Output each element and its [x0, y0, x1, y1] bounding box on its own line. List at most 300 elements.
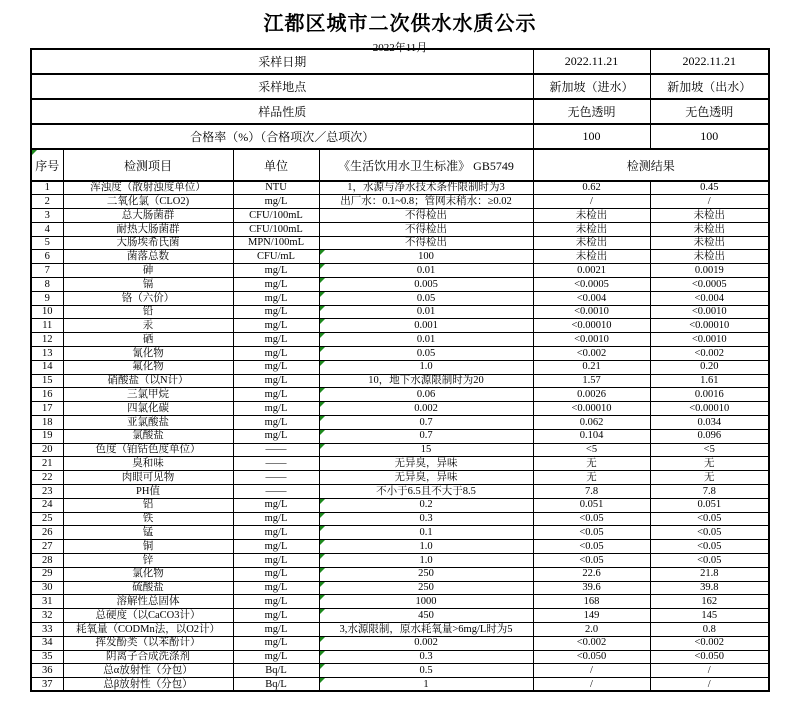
row-inlet-result: 未检出	[533, 250, 650, 264]
summary-outlet-value: 100	[650, 124, 769, 149]
summary-outlet-value: 新加坡（出水）	[650, 74, 769, 99]
summary-label: 采样地点	[31, 74, 533, 99]
row-item: 四氯化碳	[63, 402, 233, 416]
row-outlet-result: <0.050	[650, 650, 769, 664]
row-inlet-result: <5	[533, 443, 650, 457]
row-unit: mg/L	[233, 498, 319, 512]
row-no: 1	[31, 181, 63, 195]
row-standard: 无异臭，异味	[319, 471, 533, 485]
table-row	[31, 650, 769, 664]
row-outlet-result: 0.0016	[650, 388, 769, 402]
row-item: 菌落总数	[63, 250, 233, 264]
row-no: 34	[31, 636, 63, 650]
summary-outlet-value: 无色透明	[650, 99, 769, 124]
table-row	[31, 181, 769, 195]
excel-corner-flag-icon	[320, 347, 325, 352]
excel-corner-flag-icon	[320, 582, 325, 587]
row-inlet-result: 0.062	[533, 416, 650, 430]
row-inlet-result: <0.00010	[533, 319, 650, 333]
row-inlet-result: <0.0010	[533, 333, 650, 347]
row-standard: 0.7	[319, 429, 533, 443]
table-row	[31, 512, 769, 526]
table-row	[31, 402, 769, 416]
row-outlet-result: 162	[650, 595, 769, 609]
row-no: 21	[31, 457, 63, 471]
row-inlet-result: 39.6	[533, 581, 650, 595]
row-standard: 0.05	[319, 347, 533, 361]
row-standard: 250	[319, 581, 533, 595]
row-standard: 0.1	[319, 526, 533, 540]
row-unit: MPN/100mL	[233, 236, 319, 250]
excel-corner-flag-icon	[320, 250, 325, 255]
row-standard: 出厂水：0.1~0.8；管网末稍水：≥0.02	[319, 195, 533, 209]
summary-label: 样品性质	[31, 99, 533, 124]
row-standard: 0.002	[319, 636, 533, 650]
row-unit: mg/L	[233, 609, 319, 623]
column-header-section	[31, 149, 769, 181]
row-outlet-result: <0.0010	[650, 333, 769, 347]
row-unit: NTU	[233, 181, 319, 195]
row-no: 23	[31, 485, 63, 499]
row-no: 26	[31, 526, 63, 540]
row-unit: Bq/L	[233, 664, 319, 678]
row-standard: 0.005	[319, 278, 533, 292]
row-item: 总β放射性（分包）	[63, 678, 233, 692]
row-inlet-result: <0.002	[533, 347, 650, 361]
row-item: 硒	[63, 333, 233, 347]
row-no: 32	[31, 609, 63, 623]
row-outlet-result: <0.004	[650, 291, 769, 305]
row-outlet-result: 0.034	[650, 416, 769, 430]
row-outlet-result: <0.05	[650, 554, 769, 568]
excel-corner-flag-icon	[320, 264, 325, 269]
table-row	[31, 457, 769, 471]
row-outlet-result: 未检出	[650, 209, 769, 223]
excel-corner-flag-icon	[320, 568, 325, 573]
excel-corner-flag-icon	[320, 554, 325, 559]
row-outlet-result: <0.002	[650, 636, 769, 650]
table-row	[31, 540, 769, 554]
excel-corner-flag-icon	[320, 499, 325, 504]
header-item: 检测项目	[63, 149, 233, 181]
excel-corner-flag-icon	[320, 637, 325, 642]
row-unit: ——	[233, 443, 319, 457]
excel-corner-flag-icon	[320, 444, 325, 449]
row-unit: mg/L	[233, 567, 319, 581]
row-inlet-result: <0.05	[533, 512, 650, 526]
excel-corner-flag-icon	[320, 292, 325, 297]
table-row	[31, 278, 769, 292]
row-no: 25	[31, 512, 63, 526]
row-outlet-result: /	[650, 664, 769, 678]
row-no: 16	[31, 388, 63, 402]
table-row	[31, 485, 769, 499]
row-outlet-result: <0.05	[650, 526, 769, 540]
excel-corner-flag-icon	[320, 609, 325, 614]
summary-row	[31, 49, 769, 74]
row-unit: mg/L	[233, 291, 319, 305]
row-no: 12	[31, 333, 63, 347]
row-inlet-result: 0.0021	[533, 264, 650, 278]
row-standard: 15	[319, 443, 533, 457]
row-outlet-result: 未检出	[650, 222, 769, 236]
row-no: 19	[31, 429, 63, 443]
row-outlet-result: <5	[650, 443, 769, 457]
row-standard: 不得检出	[319, 209, 533, 223]
page-subtitle: 2022年11月	[372, 42, 428, 54]
summary-inlet-value: 2022.11.21	[533, 49, 650, 74]
row-standard: 0.01	[319, 305, 533, 319]
row-unit: mg/L	[233, 278, 319, 292]
row-outlet-result: 7.8	[650, 485, 769, 499]
row-outlet-result: 0.20	[650, 360, 769, 374]
row-unit: CFU/100mL	[233, 222, 319, 236]
row-standard: 0.01	[319, 333, 533, 347]
table-row	[31, 609, 769, 623]
row-unit: mg/L	[233, 374, 319, 388]
table-row	[31, 443, 769, 457]
excel-corner-flag-icon	[320, 416, 325, 421]
excel-corner-flag-icon	[320, 430, 325, 435]
row-unit: mg/L	[233, 333, 319, 347]
row-outlet-result: <0.00010	[650, 402, 769, 416]
row-no: 14	[31, 360, 63, 374]
row-inlet-result: 2.0	[533, 623, 650, 637]
row-standard: 1，水源与净水技术条件限制时为3	[319, 181, 533, 195]
row-inlet-result: <0.002	[533, 636, 650, 650]
row-no: 2	[31, 195, 63, 209]
row-outlet-result: <0.05	[650, 512, 769, 526]
row-inlet-result: 未检出	[533, 236, 650, 250]
row-inlet-result: <0.0005	[533, 278, 650, 292]
row-inlet-result: 无	[533, 457, 650, 471]
row-standard: 1000	[319, 595, 533, 609]
row-no: 3	[31, 209, 63, 223]
row-no: 5	[31, 236, 63, 250]
header-standard: 《生活饮用水卫生标准》 GB5749	[319, 149, 533, 181]
table-row	[31, 222, 769, 236]
excel-corner-flag-icon	[320, 513, 325, 518]
row-unit: mg/L	[233, 360, 319, 374]
row-item: 氟化物	[63, 360, 233, 374]
row-standard: 不得检出	[319, 236, 533, 250]
row-item: 三氯甲烷	[63, 388, 233, 402]
table-row	[31, 664, 769, 678]
row-inlet-result: 0.051	[533, 498, 650, 512]
row-item: 汞	[63, 319, 233, 333]
row-unit: mg/L	[233, 195, 319, 209]
row-outlet-result: 0.096	[650, 429, 769, 443]
row-outlet-result: <0.002	[650, 347, 769, 361]
row-no: 9	[31, 291, 63, 305]
table-row	[31, 623, 769, 637]
row-outlet-result: 0.0019	[650, 264, 769, 278]
row-outlet-result: 1.61	[650, 374, 769, 388]
row-inlet-result: <0.0010	[533, 305, 650, 319]
water-quality-table	[30, 48, 770, 692]
excel-corner-flag-icon	[320, 319, 325, 324]
row-outlet-result: 39.8	[650, 581, 769, 595]
row-item: 肉眼可见物	[63, 471, 233, 485]
row-standard: 0.3	[319, 650, 533, 664]
row-item: 浑浊度（散射浊度单位）	[63, 181, 233, 195]
table-row	[31, 319, 769, 333]
row-inlet-result: <0.050	[533, 650, 650, 664]
excel-corner-flag-icon	[320, 306, 325, 311]
row-outlet-result: 未检出	[650, 250, 769, 264]
row-unit: Bq/L	[233, 678, 319, 692]
row-inlet-result: 0.62	[533, 181, 650, 195]
table-row	[31, 526, 769, 540]
row-inlet-result: <0.05	[533, 526, 650, 540]
row-item: 臭和味	[63, 457, 233, 471]
row-standard: 无异臭，异味	[319, 457, 533, 471]
row-item: 铁	[63, 512, 233, 526]
row-inlet-result: 149	[533, 609, 650, 623]
row-inlet-result: <0.004	[533, 291, 650, 305]
row-inlet-result: 0.0026	[533, 388, 650, 402]
row-standard: 10，地下水源限制时为20	[319, 374, 533, 388]
table-row	[31, 636, 769, 650]
row-standard: 0.7	[319, 416, 533, 430]
row-no: 27	[31, 540, 63, 554]
row-standard: 1.0	[319, 554, 533, 568]
row-item: 色度（铂钴色度单位）	[63, 443, 233, 457]
row-item: 总α放射性（分包）	[63, 664, 233, 678]
row-item: 耐热大肠菌群	[63, 222, 233, 236]
row-item: 溶解性总固体	[63, 595, 233, 609]
header-result: 检测结果	[533, 149, 769, 181]
row-no: 18	[31, 416, 63, 430]
row-unit: mg/L	[233, 319, 319, 333]
excel-corner-flag-icon	[320, 361, 325, 366]
row-inlet-result: <0.00010	[533, 402, 650, 416]
table-row	[31, 264, 769, 278]
row-unit: CFU/mL	[233, 250, 319, 264]
row-unit: mg/L	[233, 429, 319, 443]
row-standard: 0.5	[319, 664, 533, 678]
summary-inlet-value: 无色透明	[533, 99, 650, 124]
row-standard: 1.0	[319, 360, 533, 374]
summary-label: 采样日期	[31, 49, 533, 74]
row-standard: 100	[319, 250, 533, 264]
excel-corner-flag-icon	[320, 333, 325, 338]
row-standard: 不小于6.5且不大于8.5	[319, 485, 533, 499]
row-item: 铬（六价）	[63, 291, 233, 305]
row-unit: mg/L	[233, 305, 319, 319]
row-item: 总硬度（以CaCO3计）	[63, 609, 233, 623]
table-row	[31, 291, 769, 305]
row-inlet-result: 22.6	[533, 567, 650, 581]
row-unit: ——	[233, 471, 319, 485]
row-outlet-result: /	[650, 195, 769, 209]
row-inlet-result: /	[533, 678, 650, 692]
table-row	[31, 429, 769, 443]
row-no: 31	[31, 595, 63, 609]
table-row	[31, 195, 769, 209]
row-no: 30	[31, 581, 63, 595]
row-item: PH值	[63, 485, 233, 499]
row-no: 4	[31, 222, 63, 236]
row-standard: 0.001	[319, 319, 533, 333]
table-row	[31, 250, 769, 264]
row-no: 15	[31, 374, 63, 388]
data-section	[31, 181, 769, 691]
excel-corner-flag-icon	[32, 150, 37, 155]
row-item: 耗氧量（CODMn法，以O2计）	[63, 623, 233, 637]
row-inlet-result: 168	[533, 595, 650, 609]
row-no: 28	[31, 554, 63, 568]
row-no: 8	[31, 278, 63, 292]
excel-corner-flag-icon	[320, 664, 325, 669]
header-no	[31, 149, 63, 181]
row-item: 大肠埃希氏菌	[63, 236, 233, 250]
row-outlet-result: 0.8	[650, 623, 769, 637]
row-unit: mg/L	[233, 636, 319, 650]
row-standard: 0.3	[319, 512, 533, 526]
table-row	[31, 360, 769, 374]
row-inlet-result: 1.57	[533, 374, 650, 388]
row-outlet-result: /	[650, 678, 769, 692]
header-no-label: 序号	[35, 158, 60, 173]
row-standard: 3,水源限制，原水耗氧量>6mg/L时为5	[319, 623, 533, 637]
excel-corner-flag-icon	[320, 388, 325, 393]
summary-inlet-value: 100	[533, 124, 650, 149]
row-outlet-result: <0.00010	[650, 319, 769, 333]
row-item: 铝	[63, 498, 233, 512]
row-item: 二氧化氯（CLO2)	[63, 195, 233, 209]
excel-corner-flag-icon	[320, 278, 325, 283]
row-inlet-result: 7.8	[533, 485, 650, 499]
row-no: 11	[31, 319, 63, 333]
row-inlet-result: <0.05	[533, 554, 650, 568]
row-unit: mg/L	[233, 347, 319, 361]
table-row	[31, 567, 769, 581]
row-unit: mg/L	[233, 540, 319, 554]
header-unit: 单位	[233, 149, 319, 181]
summary-row	[31, 124, 769, 149]
row-inlet-result: <0.05	[533, 540, 650, 554]
row-unit: mg/L	[233, 402, 319, 416]
row-standard: 0.2	[319, 498, 533, 512]
row-unit: mg/L	[233, 554, 319, 568]
row-item: 镉	[63, 278, 233, 292]
row-no: 36	[31, 664, 63, 678]
row-outlet-result: <0.0005	[650, 278, 769, 292]
table-row	[31, 416, 769, 430]
row-standard: 1.0	[319, 540, 533, 554]
table-row	[31, 678, 769, 692]
row-outlet-result: 无	[650, 457, 769, 471]
row-no: 20	[31, 443, 63, 457]
row-outlet-result: 145	[650, 609, 769, 623]
page-title: 江都区城市二次供水水质公示	[263, 13, 537, 35]
row-unit: mg/L	[233, 650, 319, 664]
row-outlet-result: 无	[650, 471, 769, 485]
excel-corner-flag-icon	[320, 595, 325, 600]
row-unit: mg/L	[233, 512, 319, 526]
row-unit: mg/L	[233, 388, 319, 402]
row-inlet-result: 0.21	[533, 360, 650, 374]
row-no: 6	[31, 250, 63, 264]
column-header-row	[31, 149, 769, 181]
row-no: 17	[31, 402, 63, 416]
row-no: 22	[31, 471, 63, 485]
excel-corner-flag-icon	[320, 651, 325, 656]
row-no: 7	[31, 264, 63, 278]
row-unit: mg/L	[233, 623, 319, 637]
row-no: 35	[31, 650, 63, 664]
table-row	[31, 388, 769, 402]
row-no: 13	[31, 347, 63, 361]
row-standard: 0.05	[319, 291, 533, 305]
row-item: 挥发酚类（以苯酚计）	[63, 636, 233, 650]
row-unit: mg/L	[233, 416, 319, 430]
table-row	[31, 581, 769, 595]
row-inlet-result: /	[533, 664, 650, 678]
row-item: 铜	[63, 540, 233, 554]
row-inlet-result: /	[533, 195, 650, 209]
table-row	[31, 305, 769, 319]
row-item: 锰	[63, 526, 233, 540]
row-outlet-result: 未检出	[650, 236, 769, 250]
row-inlet-result: 未检出	[533, 222, 650, 236]
row-unit: ——	[233, 457, 319, 471]
table-row	[31, 498, 769, 512]
table-row	[31, 209, 769, 223]
table-row	[31, 236, 769, 250]
excel-corner-flag-icon	[320, 402, 325, 407]
row-unit: mg/L	[233, 264, 319, 278]
row-unit: mg/L	[233, 581, 319, 595]
row-inlet-result: 未检出	[533, 209, 650, 223]
row-standard: 0.01	[319, 264, 533, 278]
table-row	[31, 471, 769, 485]
row-standard: 0.002	[319, 402, 533, 416]
row-standard: 450	[319, 609, 533, 623]
excel-corner-flag-icon	[320, 540, 325, 545]
summary-label: 合格率（%）（合格项次／总项次）	[31, 124, 533, 149]
row-item: 亚氯酸盐	[63, 416, 233, 430]
row-item: 硫酸盐	[63, 581, 233, 595]
row-item: 氯化物	[63, 567, 233, 581]
row-inlet-result: 无	[533, 471, 650, 485]
row-no: 37	[31, 678, 63, 692]
row-unit: mg/L	[233, 595, 319, 609]
summary-inlet-value: 新加坡（进水）	[533, 74, 650, 99]
row-unit: CFU/100mL	[233, 209, 319, 223]
row-item: 氯酸盐	[63, 429, 233, 443]
table-row	[31, 333, 769, 347]
table-row	[31, 347, 769, 361]
row-outlet-result: 21.8	[650, 567, 769, 581]
excel-corner-flag-icon	[320, 678, 325, 683]
row-item: 阴离子合成洗涤剂	[63, 650, 233, 664]
table-row	[31, 554, 769, 568]
row-outlet-result: <0.0010	[650, 305, 769, 319]
row-inlet-result: 0.104	[533, 429, 650, 443]
row-item: 铅	[63, 305, 233, 319]
row-standard: 不得检出	[319, 222, 533, 236]
table-row	[31, 374, 769, 388]
row-item: 砷	[63, 264, 233, 278]
summary-row	[31, 74, 769, 99]
row-outlet-result: 0.45	[650, 181, 769, 195]
row-unit: ——	[233, 485, 319, 499]
row-no: 24	[31, 498, 63, 512]
table-row	[31, 595, 769, 609]
row-standard: 1	[319, 678, 533, 692]
